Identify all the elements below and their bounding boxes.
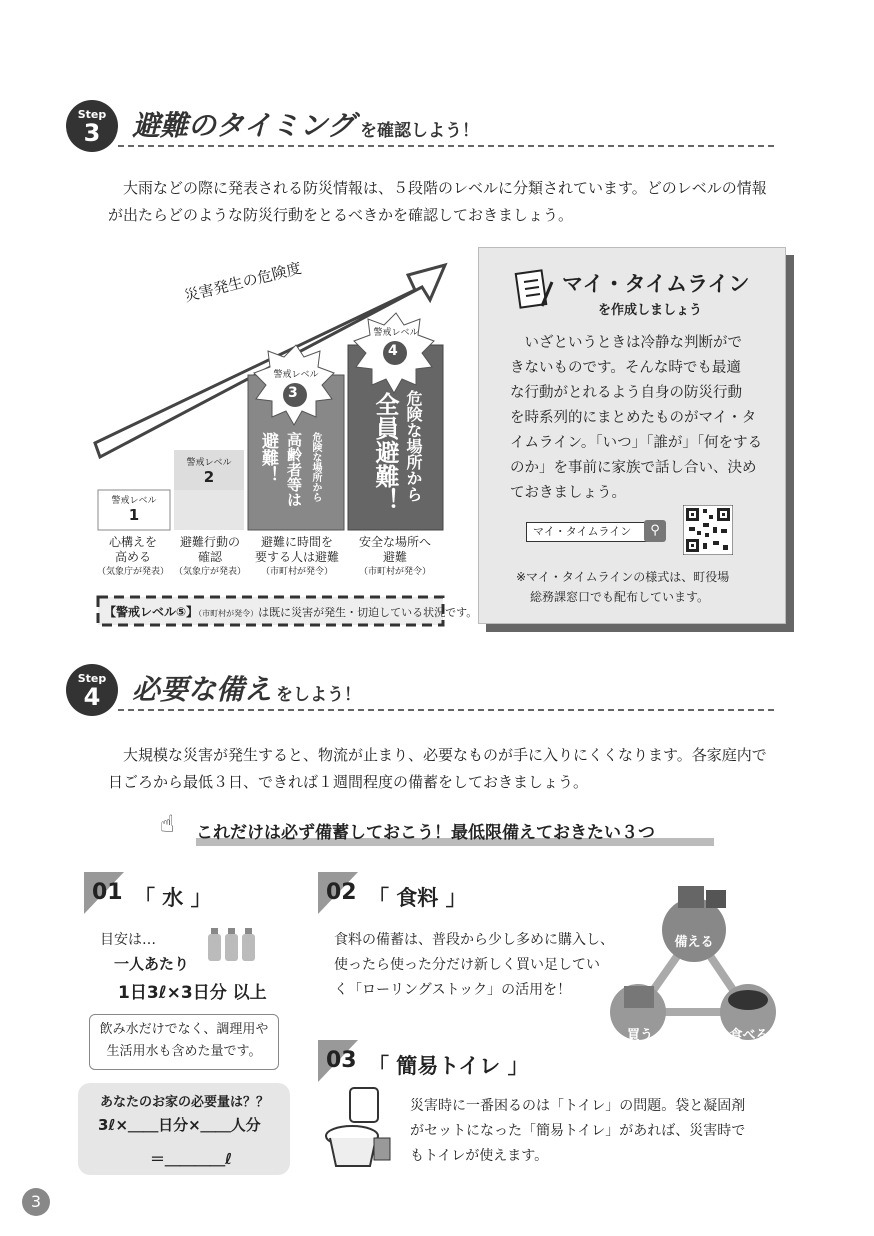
water-per-person: 一人あたり	[114, 955, 190, 973]
level5-text: は既に災害が発生・切迫している状況です。	[258, 606, 478, 619]
step3-title: 避難のタイミング	[132, 109, 355, 142]
search-text: マイ・タイムライン	[533, 525, 632, 538]
food-number: 02	[326, 880, 357, 905]
caption-line: 要する人は避難	[254, 550, 339, 564]
portable-toilet-icon	[322, 1082, 394, 1172]
pointing-hand-icon: ☝	[160, 810, 175, 838]
body-line: がセットになった「簡易トイレ」があれば、災害時で	[410, 1123, 746, 1139]
body-line: のか」を事前に家族で話し合い、決め	[510, 460, 757, 476]
caption-level3	[248, 535, 346, 580]
body-line: を時系列的にまとめたものがマイ・タ	[510, 410, 757, 426]
caption-line: 高める	[114, 550, 151, 564]
caption-source: （市町村が発令）	[260, 567, 333, 577]
level3-text-c: 危険な場所から	[310, 432, 321, 502]
level2-tag	[174, 455, 244, 486]
note-line: ※マイ・タイムラインの様式は、町役場	[516, 570, 730, 584]
calc-line2: ＝＿＿＿＿ℓ	[150, 1150, 233, 1168]
cycle-buy: 買う	[626, 1028, 653, 1043]
level5-source: （市町村が発令）	[198, 609, 259, 618]
caption-line: 避難行動の	[179, 535, 240, 549]
intro-line: 日ごろから最低３日、できれば１週間程度の備蓄をしておきましょう。	[108, 773, 589, 791]
cycle-prepare: 備える	[674, 935, 714, 950]
step3-intro	[108, 175, 788, 229]
level3-label: 警戒レベル	[273, 370, 319, 380]
caption-source: （気象庁が発表）	[96, 567, 169, 577]
step3-badge	[66, 100, 118, 152]
water-note	[89, 1014, 279, 1070]
step-number: 3	[83, 119, 101, 147]
caption-line: 確認	[197, 550, 222, 564]
step3-subtitle: を確認しよう！	[360, 121, 479, 141]
food-title: 「 食料 」	[368, 886, 467, 910]
caption-level1	[94, 535, 172, 580]
level3-text-a: 避難！	[258, 432, 278, 483]
caption-line: 避難	[382, 550, 407, 564]
caption-line: 避難に時間を	[260, 535, 333, 549]
toilet-title: 「 簡易トイレ 」	[368, 1054, 529, 1078]
step4-subtitle: をしよう！	[276, 685, 361, 705]
food-body	[334, 928, 634, 1003]
step4-divider	[118, 709, 774, 711]
timeline-title: マイ・タイムライン	[562, 272, 750, 296]
level-label: 警戒レベル	[111, 496, 157, 506]
rolling-stock-cycle	[608, 880, 780, 1046]
level4-text-a: 全員避難！	[371, 392, 399, 512]
caption-level4	[346, 535, 444, 580]
calc-title: あなたのお家の必要量は？？	[100, 1095, 270, 1110]
step4-intro	[108, 742, 798, 796]
body-line: 災害時に一番困るのは「トイレ」の問題。袋と凝固剤	[410, 1098, 746, 1114]
step3-divider	[118, 145, 774, 147]
body-line: く「ローリングストック」の活用を！	[334, 982, 572, 998]
toilet-body	[410, 1094, 770, 1169]
step4-badge	[66, 664, 118, 716]
timeline-subtitle: を作成しましょう	[598, 303, 703, 318]
water-title: 「 水 」	[134, 886, 212, 910]
body-line: な行動がとれるよう自身の防災行動	[510, 385, 742, 401]
level2-box-bottom	[174, 490, 244, 530]
caption-source: （気象庁が発表）	[173, 567, 246, 577]
level5-note	[104, 603, 478, 620]
level1-tag	[98, 493, 170, 524]
cycle-eat: 食べる	[729, 1028, 769, 1043]
water-number: 01	[92, 880, 123, 905]
level-label: 警戒レベル	[186, 458, 232, 468]
caption-level2	[172, 535, 248, 580]
level-number: 2	[203, 468, 215, 486]
checklist-icon	[514, 268, 554, 312]
level3-text-b: 高齢者等は	[285, 432, 303, 507]
body-line: もトイレが使えます。	[410, 1148, 549, 1164]
arrow-label: 災害発生の危険度	[182, 258, 304, 306]
stockpile-banner: これだけは必ず備蓄しておこう！最低限備えておきたい３つ	[196, 823, 655, 843]
level5-label: 【警戒レベル⑤】	[104, 605, 199, 619]
step-number: 4	[83, 683, 101, 711]
calc-line1: 3ℓ×＿＿日分×＿＿人分	[98, 1116, 261, 1134]
intro-line: 大規模な災害が発生すると、物流が止まり、必要なものが手に入りにくくなります。各家庭内で	[108, 746, 767, 764]
level4-label: 警戒レベル	[373, 328, 419, 338]
level4-number: 4	[388, 343, 398, 359]
caption-line: 安全な場所へ	[358, 535, 431, 549]
body-line: きないものです。そんな時でも最適	[510, 360, 741, 376]
intro-line: 大雨などの際に発表される防災情報は、５段階のレベルに分類されています。どのレベルの情報	[108, 179, 767, 197]
caption-source: （市町村が発令）	[358, 567, 431, 577]
note-line: 総務課窓口でも配布しています。	[530, 590, 710, 604]
level-number: 1	[128, 506, 140, 524]
toilet-number: 03	[326, 1048, 357, 1073]
body-line: 使ったら使った分だけ新しく買い足してい	[334, 957, 600, 973]
step4-title: 必要な備え	[132, 673, 273, 706]
note-line: 飲み水だけでなく、調理用や	[99, 1022, 269, 1037]
timeline-note	[516, 567, 776, 607]
step-label: Step	[77, 672, 107, 685]
step-label: Step	[77, 108, 107, 121]
body-line: 食料の備蓄は、普段から少し多めに購入し、	[334, 932, 614, 948]
water-guide: 目安は…	[100, 932, 156, 948]
search-icon[interactable]: ⚲	[644, 520, 666, 542]
body-line: ておきましょう。	[510, 485, 626, 501]
qr-code[interactable]	[683, 505, 733, 555]
water-bottles-icon	[205, 926, 259, 962]
intro-line: が出たらどのような防災行動をとるべきかを確認しておきましょう。	[108, 206, 574, 224]
level3-number: 3	[288, 385, 298, 401]
timeline-search-box[interactable]	[526, 522, 654, 542]
timeline-body	[510, 331, 772, 506]
level4-text-b: 危険な場所から	[404, 390, 423, 502]
body-line: イムライン。「いつ」「誰が」「何をする	[510, 435, 763, 451]
water-amount: 1日3ℓ×3日分 以上	[118, 983, 267, 1003]
body-line: いざというときは冷静な判断がで	[510, 335, 742, 351]
caption-line: 心構えを	[108, 535, 157, 549]
note-line: 生活用水も含めた量です。	[106, 1044, 262, 1059]
page-number: 3	[22, 1188, 50, 1216]
